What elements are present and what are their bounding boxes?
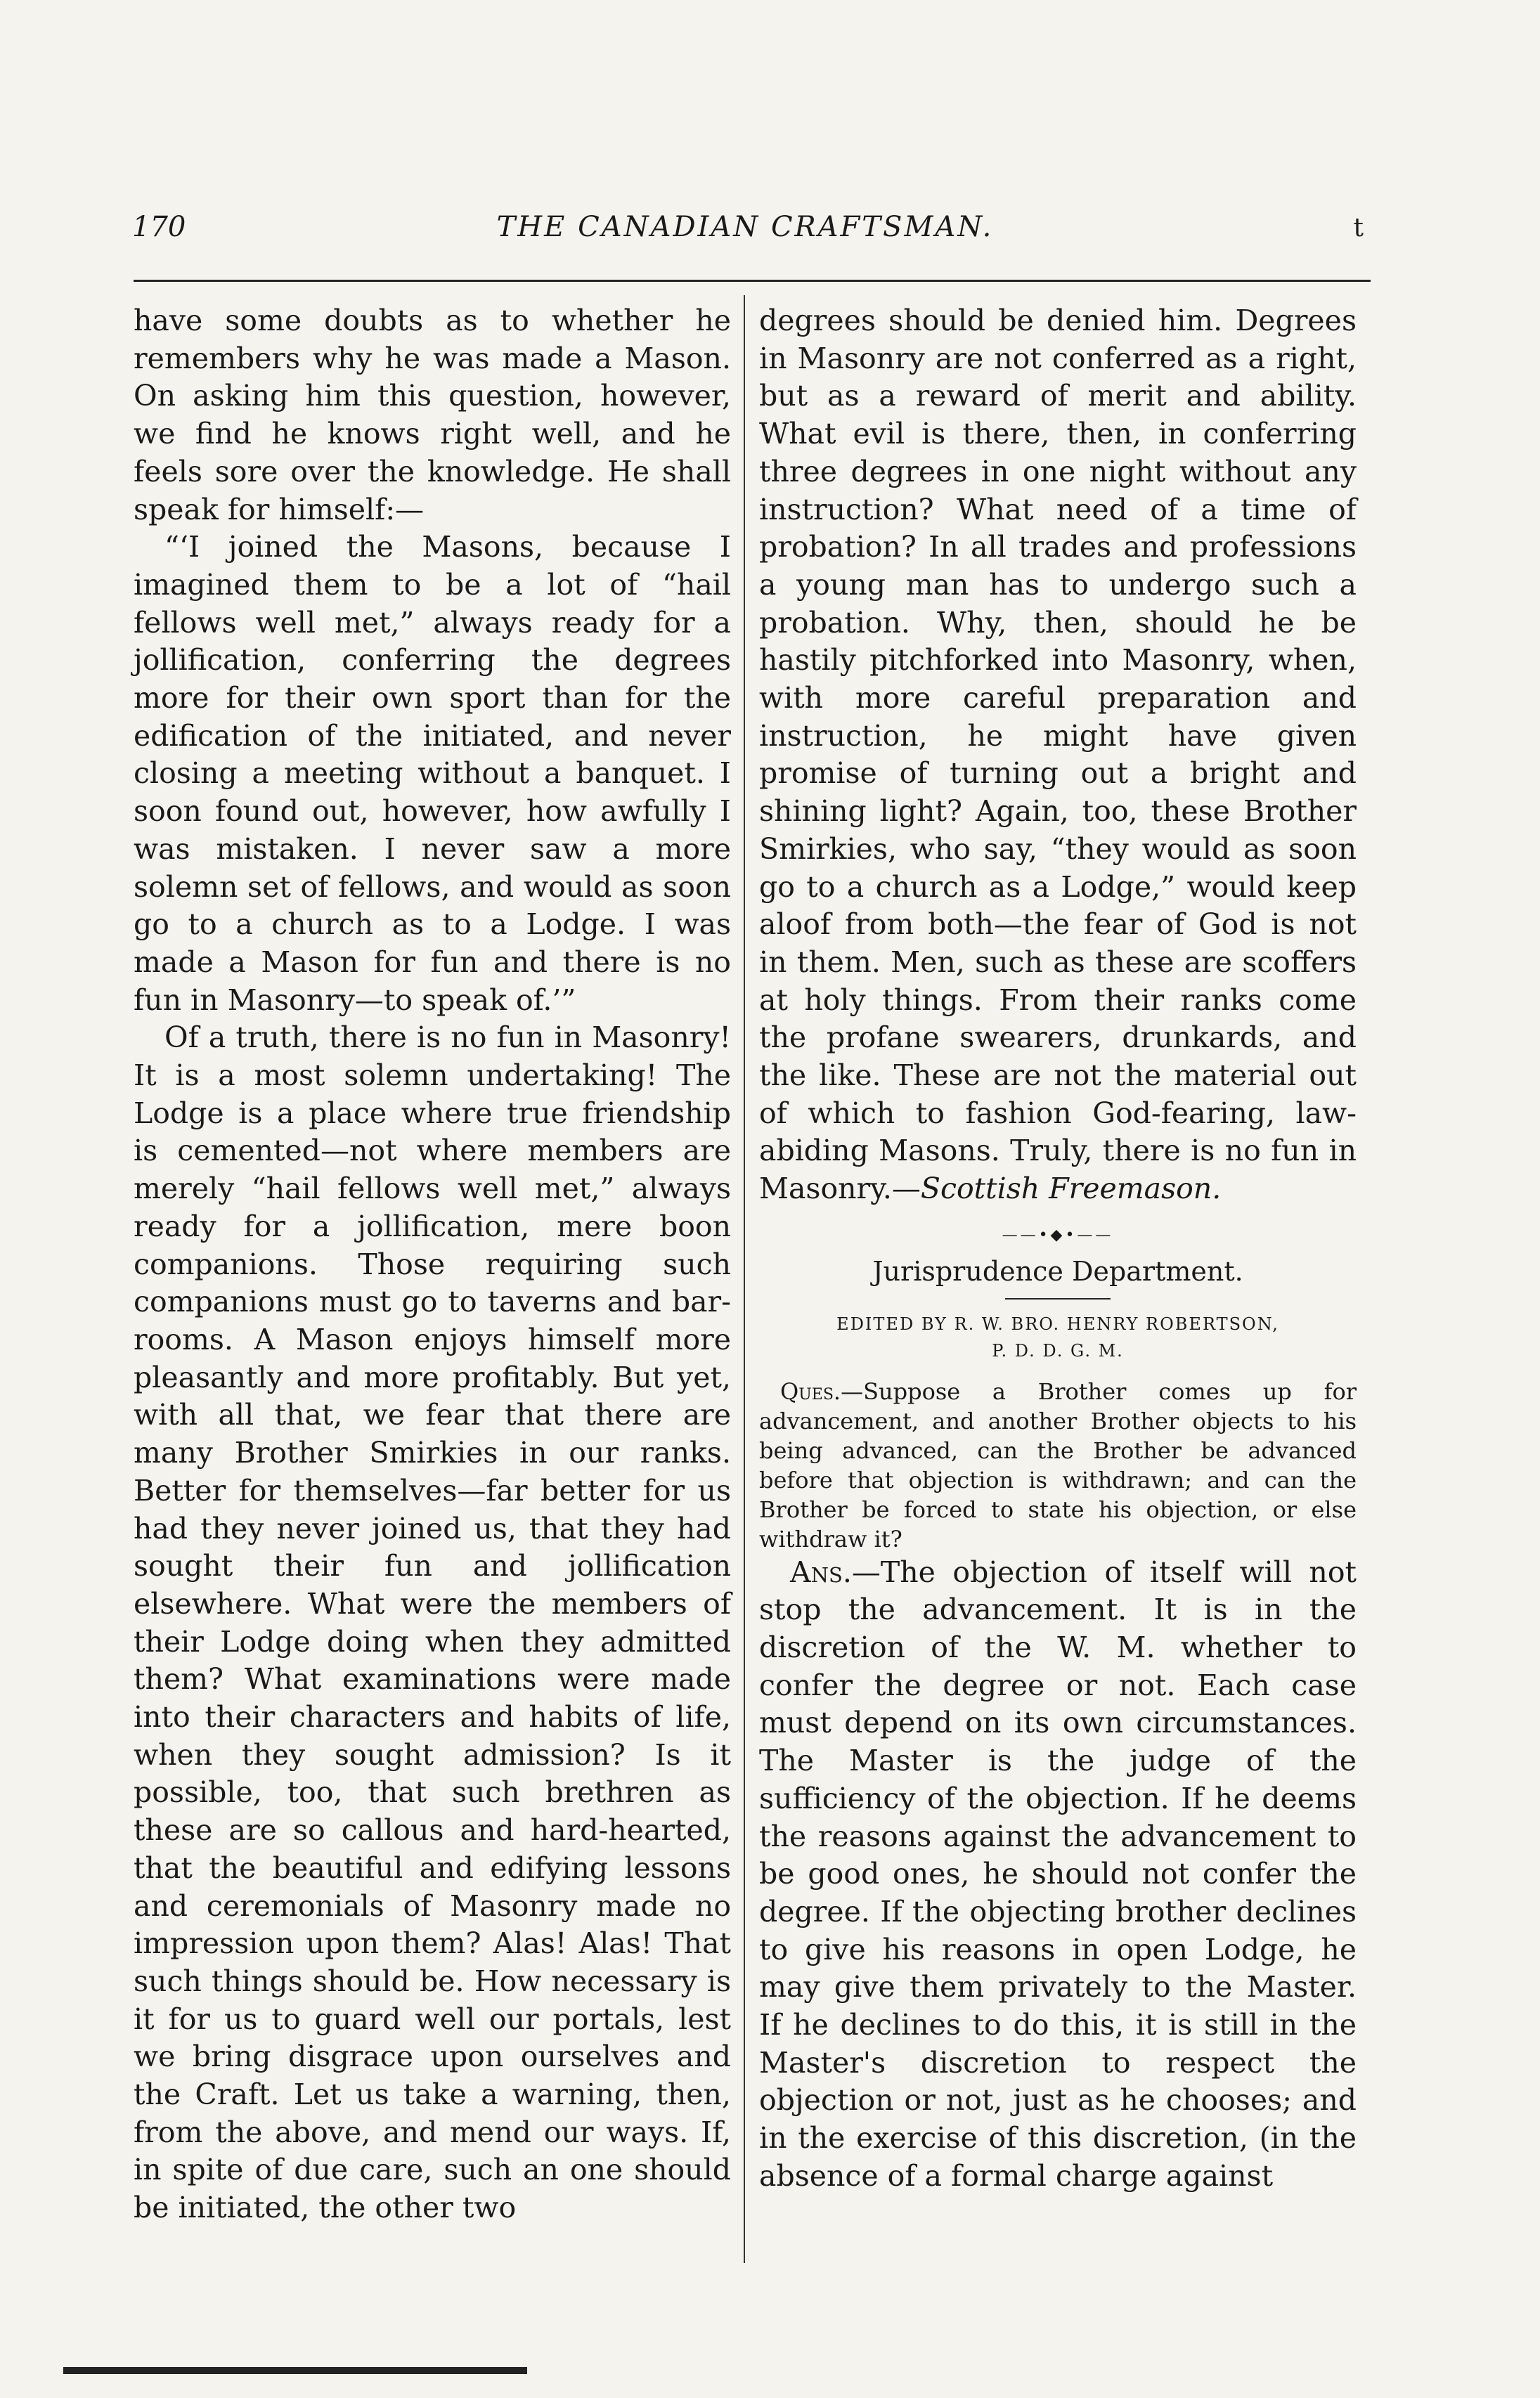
answer-text: —The objection of itself will not stop the advancement. It is in the discretion of the W. M. whether to confer the degree or not. Each case must depend on its own circumstances. The Master is the judge of the sufficiency of the objection. If he deems the reasons against the advancement to be good ones, he should not confer the degree. If the objecting brother declines to give his reasons in open Lodge, he may give them privately to the Master. If he declines to do this, it is still in the Master's discretion to respect the objection or not, just as he chooses; and in the exercise of this discretion, (in the absence of a formal charge against: [759, 1555, 1357, 2193]
section-ornament: ——•◆•——: [1002, 1226, 1114, 1244]
answer-paragraph: [759, 1554, 1357, 2196]
bottom-edge-bar: [63, 2367, 527, 2374]
page-header: [127, 211, 1364, 260]
citation: Scottish Freemason.: [920, 1172, 1222, 1206]
right-paragraph-1-text: degrees should be denied him. Degrees in Masonry are not conferred as a right, but as a reward of merit and ability. What evil is there, then, in conferring three degrees in one night without any instruction? What need of a time of probation? In all trades and professions a young man has to undergo such a probation. Why, then, should he be hastily pitchforked into Masonry, when, with more careful preparation and instruction, he might have given promise of turning out a bright and shining light? Again, too, these Brother Smirkies, who say, “they would as soon go to a church as a Lodge,” would keep aloof from both—the fear of God is not in them. Men, such as these are scoffers at holy things. From their ranks come the profane swearers, drunkards, and the like. These are not the material out of which to fashion God-fearing, law-abiding Masons. Truly, there is no fun in Masonry.—: [759, 304, 1357, 1206]
right-paragraph-1: [759, 302, 1357, 1208]
left-column: [134, 302, 731, 2227]
answer-label: Ans.: [790, 1555, 852, 1589]
heading-rule: [1005, 1298, 1111, 1300]
question-label: Ques.: [780, 1378, 841, 1405]
column-divider: [744, 295, 745, 2263]
left-paragraph-3: Of a truth, there is no fun in Masonry! It is a most solemn undertaking! The Lodge is a place where true friendship is cemented—not where members are merely “hail fellows well met,” always ready for a jollification, mere boon companions. Those requiring such companions must go to taverns and bar-rooms. A Mason enjoys himself more pleasantly and more profitably. But yet, with all that, we fear that there are many Brother Smirkies in our ranks. Better for themselves—far better for us had they never joined us, that they had sought their fun and jollification elsewhere. What were the members of their Lodge doing when they admitted them? What examinations were made into their characters and habits of life, when they sought admission? Is it possible, too, that such brethren as these are so callous and hard-hearted, that the beautiful and edifying lessons and ceremonials of Masonry made no impression upon them? Alas! Alas! That such things should be. How necessary is it for us to guard well our portals, lest we bring disgrace upon ourselves and the Craft. Let us take a warning, then, from the above, and mend our ways. If, in spite of due care, such an one should be initiated, the other two: [134, 1020, 731, 2225]
question-paragraph: [759, 1377, 1357, 1554]
left-paragraph-quote: “‘I joined the Masons, because I imagined them to be a lot of “hail fellows well met,” always ready for a jollification, conferring the degrees more for their own sport than for the edification of the initiated, and never closing a meeting without a banquet. I soon found out, however, how awfully I was mistaken. I never saw a more solemn set of fellows, and would as soon go to a church as to a Lodge. I was made a Mason for fun and there is no fun in Masonry—to speak of.’”: [134, 530, 731, 1017]
section-heading: Jurisprudence Department.: [872, 1255, 1243, 1287]
editor-credit-line-1: EDITED BY R. W. BRO. HENRY ROBERTSON,: [836, 1314, 1279, 1334]
right-column: [759, 302, 1357, 2196]
editor-credit: [759, 1311, 1357, 1364]
header-rule: [134, 280, 1371, 282]
header-corner-mark: t: [1353, 214, 1364, 242]
left-paragraph-1: have some doubts as to whether he remembers why he was made a Mason. On asking him this question, however, we find he knows right well, and he feels sore over the knowledge. He shall speak for himself:—: [134, 304, 731, 526]
question-text: —Suppose a Brother comes up for advancement, and another Brother objects to his being advanced, can the Brother be advanced before that objection is withdrawn; and can the Brother be forced to state his objection, or else withdraw it?: [759, 1378, 1357, 1553]
editor-credit-line-2: P. D. D. G. M.: [992, 1340, 1124, 1361]
running-title: THE CANADIAN CRAFTSMAN.: [496, 211, 994, 243]
page-number: 170: [132, 211, 186, 243]
